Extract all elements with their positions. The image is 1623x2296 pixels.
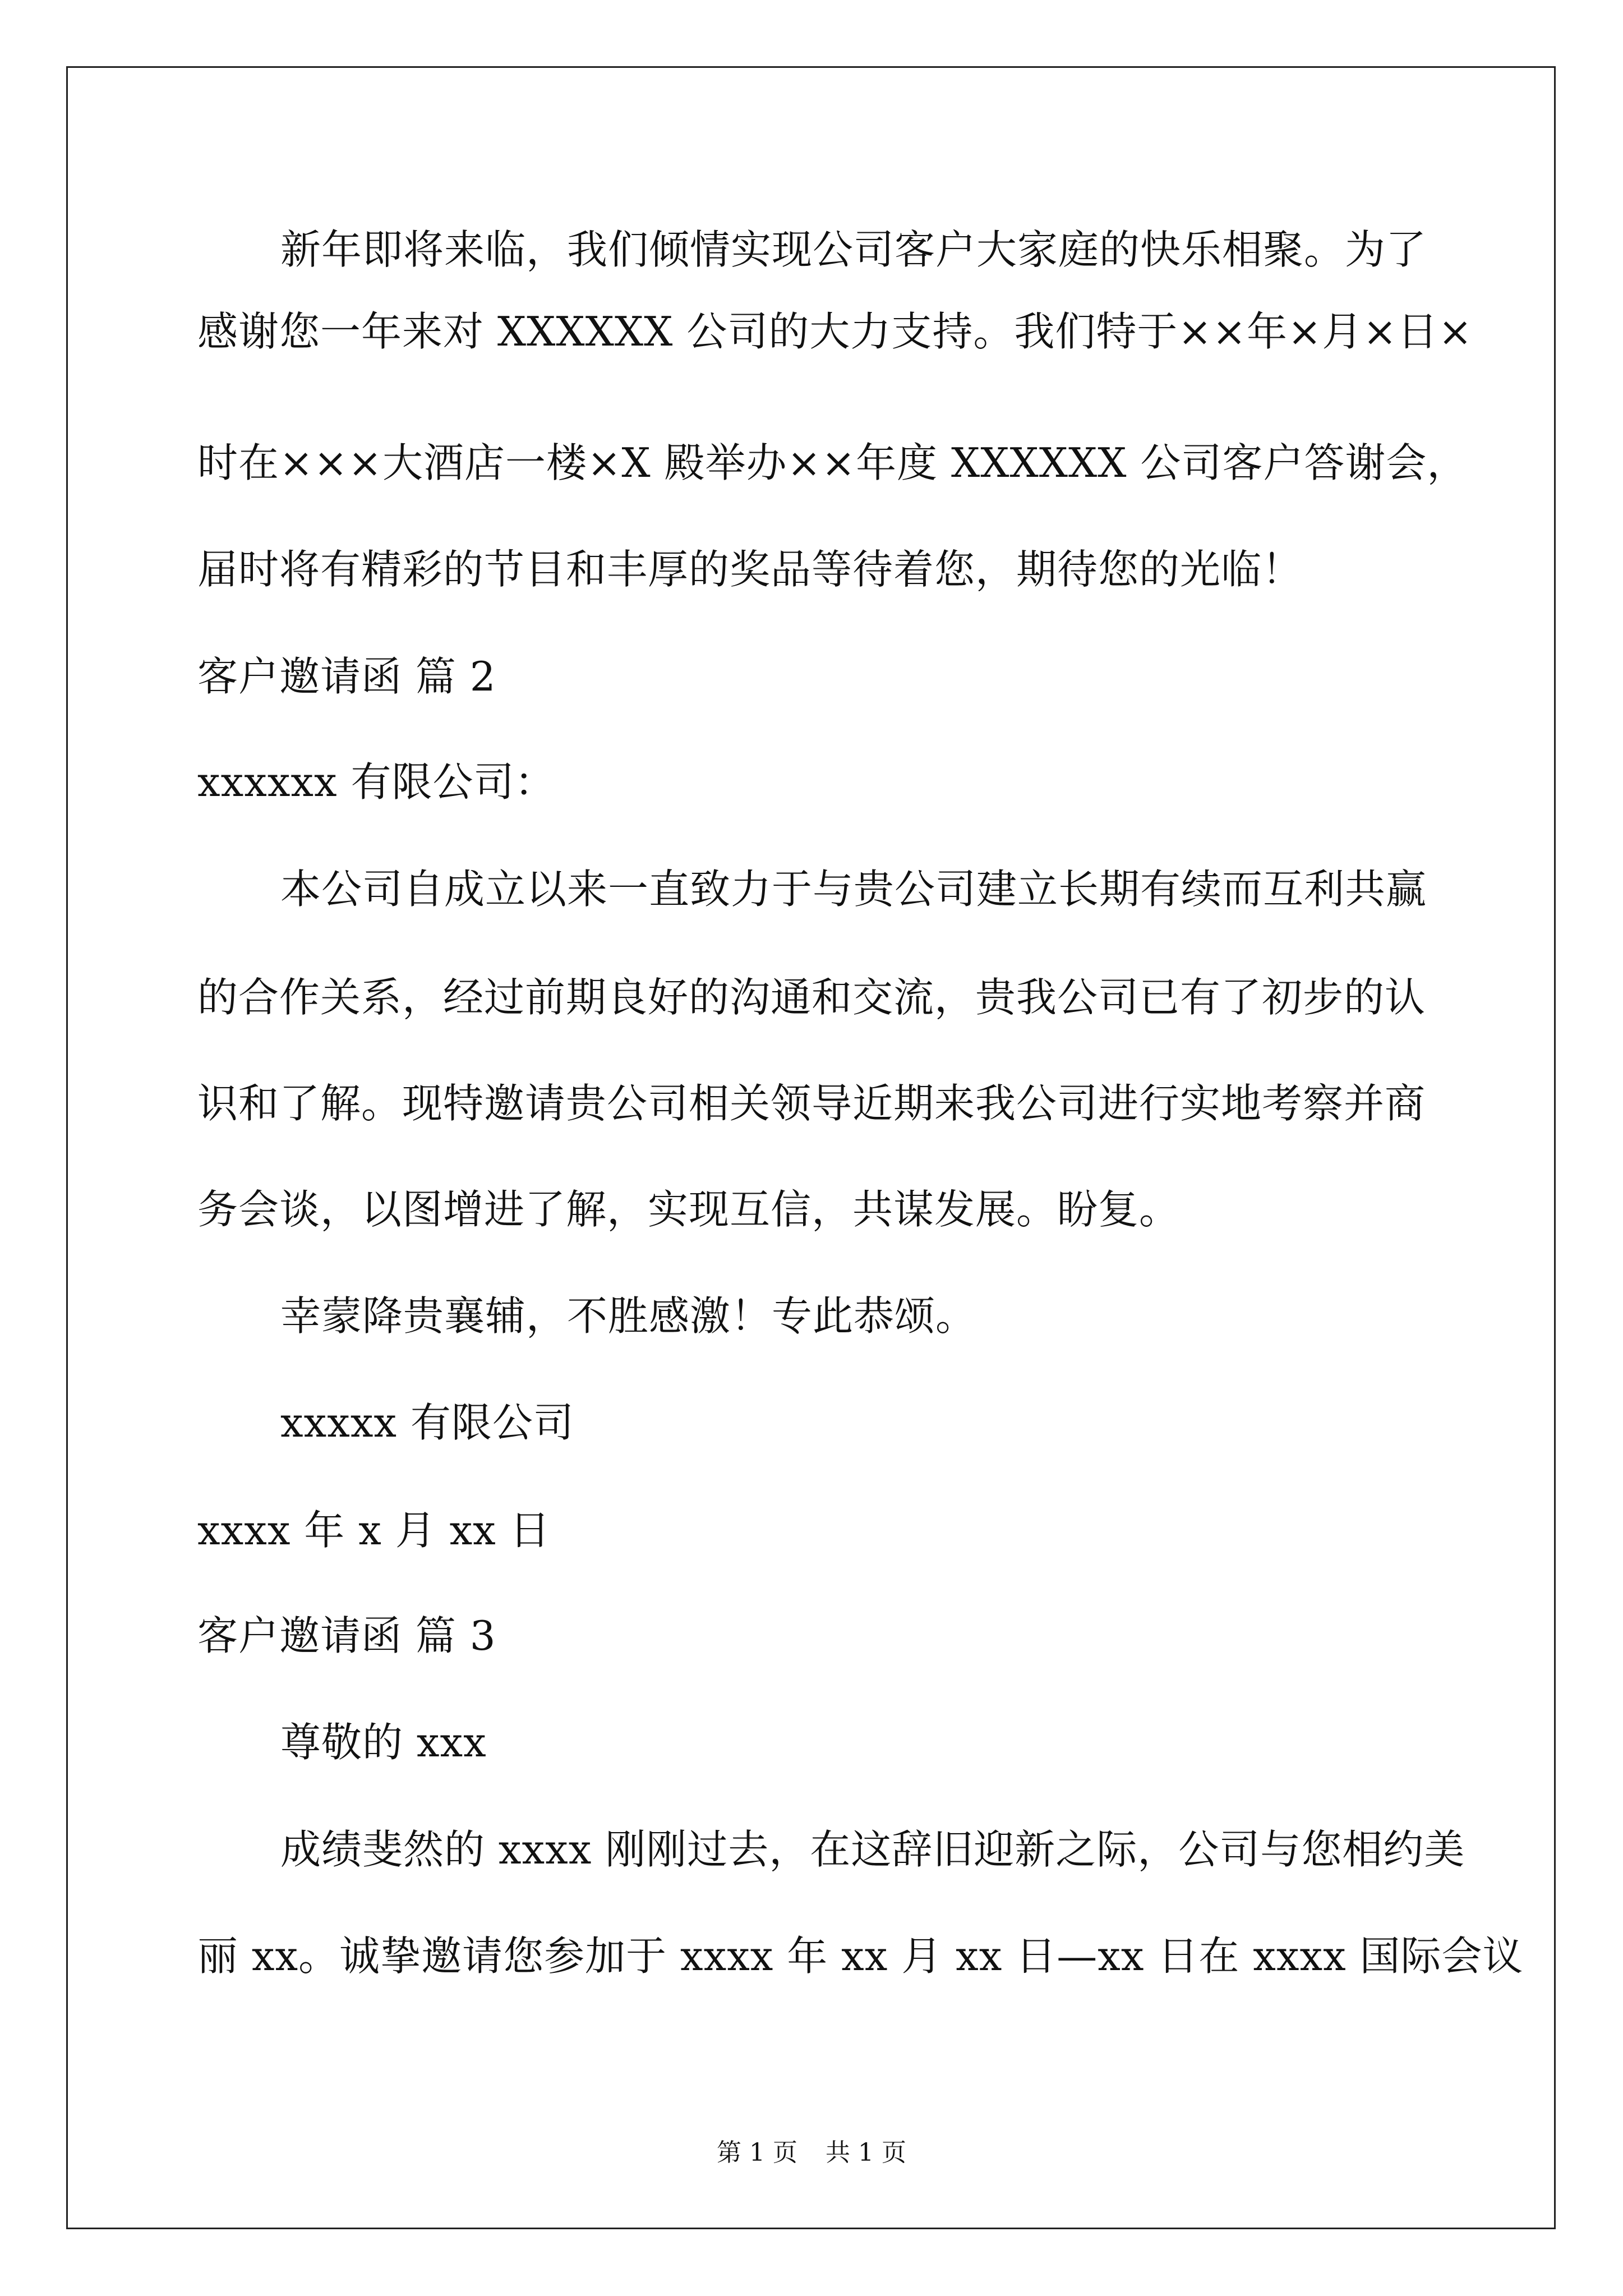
section-heading-2: 客户邀请函 篇 2	[197, 653, 496, 700]
body-line-7: 识和了解。现特邀请贵公司相关领导近期来我公司进行实地考察并商	[197, 1080, 1426, 1127]
body-line-10: 丽 xx。诚挚邀请您参加于 xxxx 年 xx 月 xx 日—xx 日在 xxxx 国际会议	[197, 1932, 1524, 1980]
closing-line: 幸蒙降贵襄辅，不胜感激！专此恭颂。	[280, 1292, 977, 1340]
section-heading-3: 客户邀请函 篇 3	[197, 1612, 496, 1659]
body-line-5: 本公司自成立以来一直致力于与贵公司建立长期有续而互利共赢	[280, 866, 1427, 913]
page-border	[66, 66, 1556, 2229]
page-number-label: 第 1 页	[717, 2138, 797, 2167]
page-footer	[0, 2136, 1623, 2170]
body-line-4: 届时将有精彩的节目和丰厚的奖品等待着您，期待您的光临！	[197, 546, 1303, 593]
addressee-line: xxxxxx 有限公司：	[197, 758, 556, 806]
body-line-3: 时在×××大酒店一楼×X 殿举办××年度 XXXXXX 公司客户答谢会，	[197, 439, 1468, 486]
body-line-6: 的合作关系，经过前期良好的沟通和交流，贵我公司已有了初步的认	[197, 974, 1426, 1021]
body-line-8: 务会谈，以图增进了解，实现互信，共谋发展。盼复。	[197, 1186, 1181, 1233]
page-total-label: 共 1 页	[826, 2138, 906, 2167]
salutation-line: 尊敬的 xxx	[280, 1719, 487, 1766]
body-line-1: 新年即将来临，我们倾情实现公司客户大家庭的快乐相聚。为了	[280, 226, 1427, 273]
body-line-9: 成绩斐然的 xxxx 刚刚过去，在这辞旧迎新之际，公司与您相约美	[280, 1826, 1465, 1873]
signature-company: xxxxx 有限公司	[280, 1399, 574, 1446]
body-line-2: 感谢您一年来对 XXXXXX 公司的大力支持。我们特于××年×月×日×	[197, 308, 1473, 355]
signature-date: xxxx 年 x 月 xx 日	[197, 1507, 551, 1554]
